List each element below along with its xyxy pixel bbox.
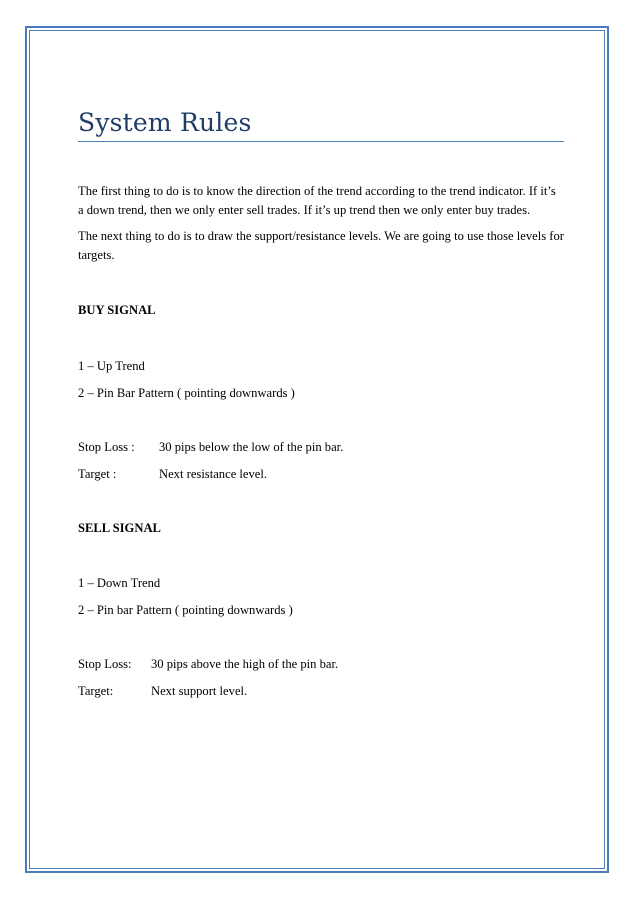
buy-stop-loss-row [78,438,564,457]
sell-signal-heading: SELL SIGNAL [78,521,161,535]
buy-target-value: Next resistance level. [159,467,268,481]
title-underline [78,141,564,142]
sell-stop-loss-label: Stop Loss: [78,657,132,671]
intro-paragraph-1: The first thing to do is to know the direction of the trend according to the trend indicator. If it’s a down trend, then we only enter sell trades. If it’s up trend then we only enter buy trades. [78,184,556,217]
sell-target-row [78,682,564,701]
sell-condition-2: 2 – Pin bar Pattern ( pointing downwards ) [78,603,293,617]
sell-condition-1: 1 – Down Trend [78,576,161,590]
sell-target-label: Target: [78,684,114,698]
document-body [78,106,564,701]
buy-target-label: Target : [78,467,117,481]
buy-target-row [78,465,564,484]
sell-stop-loss-value: 30 pips above the high of the pin bar. [151,657,339,671]
intro-paragraph-2: The next thing to do is to draw the support/resistance levels. We are going to use those levels for targets. [78,229,564,262]
sell-stop-loss-row [78,655,564,674]
page-title: System Rules [78,108,252,137]
buy-stop-loss-label: Stop Loss : [78,440,135,454]
buy-condition-1: 1 – Up Trend [78,359,145,373]
sell-target-value: Next support level. [151,684,248,698]
buy-condition-2: 2 – Pin Bar Pattern ( pointing downwards ) [78,386,295,400]
buy-signal-heading: BUY SIGNAL [78,303,156,317]
buy-stop-loss-value: 30 pips below the low of the pin bar. [159,440,344,454]
